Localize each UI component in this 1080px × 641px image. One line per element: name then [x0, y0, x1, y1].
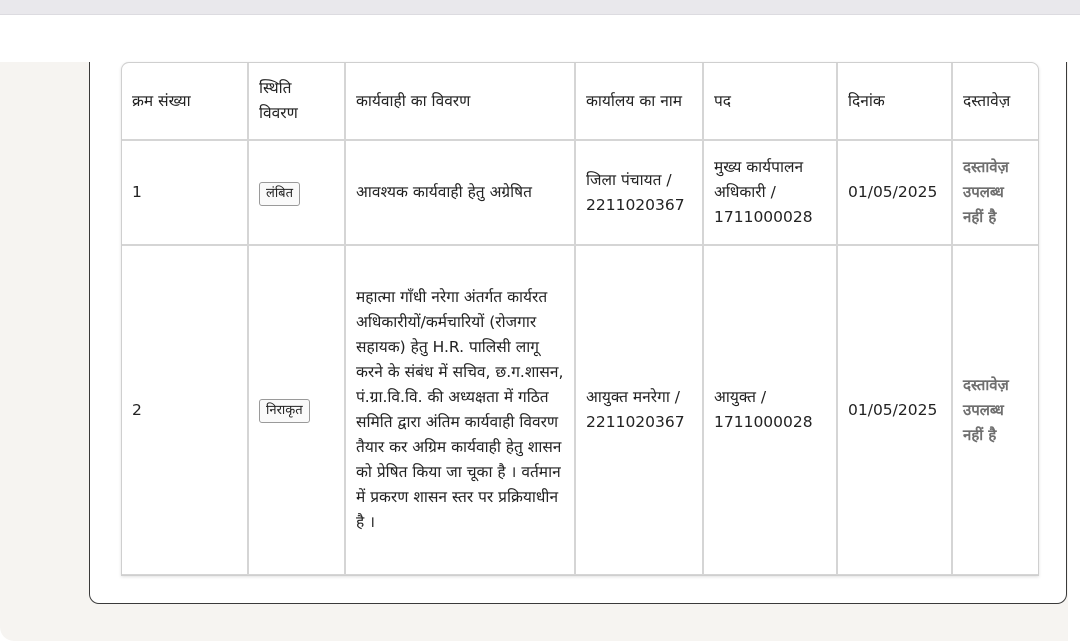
table-row [122, 245, 1038, 575]
cell-office: जिला पंचायत / 2211020367 [575, 140, 703, 245]
cell-status [248, 140, 345, 245]
action-history-table-container [121, 62, 1039, 576]
cell-office: आयुक्त मनरेगा / 2211020367 [575, 245, 703, 575]
cell-post: आयुक्त / 1711000028 [703, 245, 837, 575]
status-badge: निराकृत [259, 399, 310, 423]
header-document: दस्तावेज़ [952, 63, 1038, 140]
cell-action: महात्मा गाँधी नरेगा अंतर्गत कार्यरत अधिकारीयों/कर्मचारियों (रोजगार सहायक) हेतु H.R. पालिसी लागू करने के संबंध में सचिव, छ.ग.शासन, पं.ग्रा.वि.वि. की अध्यक्षता में गठित समिति द्वारा अंतिम कार्यवाही विवरण तैयार कर अग्रिम कार्यवाही हेतु शासन को प्रेषित किया जा चूका है । वर्तमान में प्रकरण शासन स्तर पर प्रक्रियाधीन है । [345, 245, 575, 575]
header-date: दिनांक [837, 63, 952, 140]
header-status: स्थिति विवरण [248, 63, 345, 140]
table-row [122, 140, 1038, 245]
cell-date: 01/05/2025 [837, 245, 952, 575]
document-unavailable-text: दस्तावेज़ उपलब्ध नहीं है [963, 375, 1009, 444]
cell-document [952, 140, 1038, 245]
status-badge: लंबित [259, 182, 300, 206]
cell-document [952, 245, 1038, 575]
cell-serial: 2 [122, 245, 248, 575]
header-action-details: कार्यवाही का विवरण [345, 63, 575, 140]
header-post: पद [703, 63, 837, 140]
cell-action: आवश्यक कार्यवाही हेतु अग्रेषित [345, 140, 575, 245]
cell-post: मुख्य कार्यपालन अधिकारी / 1711000028 [703, 140, 837, 245]
cell-status [248, 245, 345, 575]
action-history-table [122, 63, 1038, 576]
cell-serial: 1 [122, 140, 248, 245]
header-office-name: कार्यालय का नाम [575, 63, 703, 140]
table-header-row [122, 63, 1038, 140]
cell-date: 01/05/2025 [837, 140, 952, 245]
top-strip [0, 0, 1080, 15]
document-unavailable-text: दस्तावेज़ उपलब्ध नहीं है [963, 158, 1009, 226]
header-serial-number: क्रम संख्या [122, 63, 248, 140]
